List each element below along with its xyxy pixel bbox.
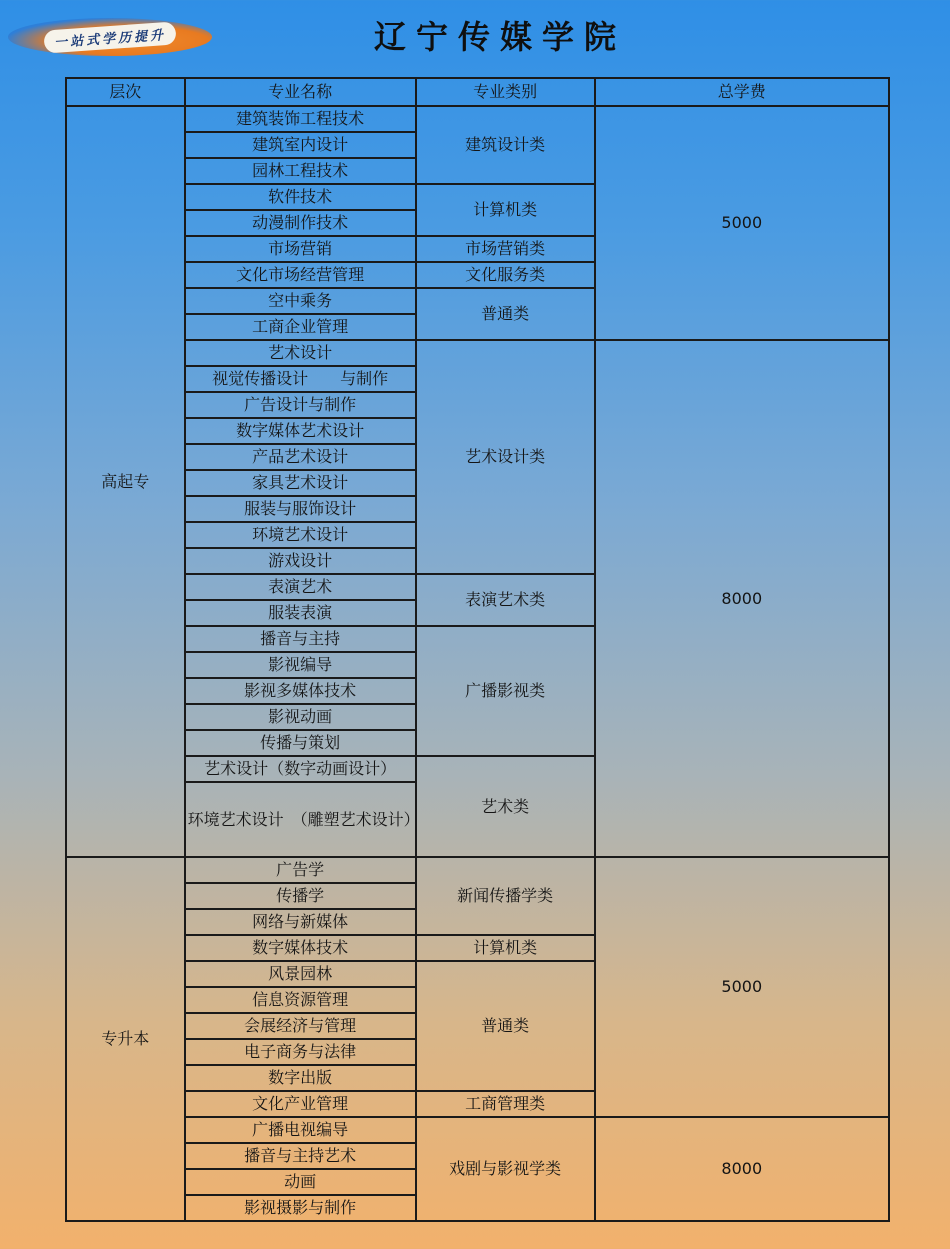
major-cell: 服装表演 bbox=[185, 600, 416, 626]
table-row bbox=[66, 106, 889, 132]
major-cell: 电子商务与法律 bbox=[185, 1039, 416, 1065]
major-cell: 会展经济与管理 bbox=[185, 1013, 416, 1039]
fee-cell: 5000 bbox=[595, 857, 889, 1117]
category-cell: 计算机类 bbox=[416, 935, 595, 961]
category-cell: 普通类 bbox=[416, 288, 595, 340]
category-cell: 工商管理类 bbox=[416, 1091, 595, 1117]
major-cell: 传播学 bbox=[185, 883, 416, 909]
category-cell: 新闻传播学类 bbox=[416, 857, 595, 935]
fee-cell: 8000 bbox=[595, 1117, 889, 1221]
major-cell: 文化市场经营管理 bbox=[185, 262, 416, 288]
major-cell: 园林工程技术 bbox=[185, 158, 416, 184]
table-row bbox=[66, 1117, 889, 1143]
major-cell: 动画 bbox=[185, 1169, 416, 1195]
major-cell: 服装与服饰设计 bbox=[185, 496, 416, 522]
major-cell: 环境艺术设计 （雕塑艺术设计） bbox=[185, 782, 416, 857]
major-cell: 软件技术 bbox=[185, 184, 416, 210]
fee-cell: 5000 bbox=[595, 106, 889, 340]
table-row bbox=[66, 340, 889, 366]
category-cell: 艺术类 bbox=[416, 756, 595, 857]
page-title: 辽宁传媒学院 bbox=[373, 18, 626, 56]
major-cell: 家具艺术设计 bbox=[185, 470, 416, 496]
major-cell: 空中乘务 bbox=[185, 288, 416, 314]
major-cell: 影视动画 bbox=[185, 704, 416, 730]
table-row bbox=[66, 857, 889, 883]
category-cell: 普通类 bbox=[416, 961, 595, 1091]
level-cell: 高起专 bbox=[66, 106, 185, 857]
category-cell: 戏剧与影视学类 bbox=[416, 1117, 595, 1221]
major-cell: 影视摄影与制作 bbox=[185, 1195, 416, 1221]
fee-cell: 8000 bbox=[595, 340, 889, 857]
major-cell: 建筑装饰工程技术 bbox=[185, 106, 416, 132]
major-cell: 视觉传播设计 与制作 bbox=[185, 366, 416, 392]
column-header: 总学费 bbox=[595, 78, 889, 106]
major-cell: 游戏设计 bbox=[185, 548, 416, 574]
major-cell: 市场营销 bbox=[185, 236, 416, 262]
major-cell: 广播电视编导 bbox=[185, 1117, 416, 1143]
category-cell: 建筑设计类 bbox=[416, 106, 595, 184]
column-header: 层次 bbox=[66, 78, 185, 106]
category-cell: 文化服务类 bbox=[416, 262, 595, 288]
category-cell: 艺术设计类 bbox=[416, 340, 595, 574]
major-cell: 文化产业管理 bbox=[185, 1091, 416, 1117]
major-cell: 网络与新媒体 bbox=[185, 909, 416, 935]
major-cell: 数字出版 bbox=[185, 1065, 416, 1091]
major-cell: 工商企业管理 bbox=[185, 314, 416, 340]
major-cell: 表演艺术 bbox=[185, 574, 416, 600]
major-cell: 播音与主持艺术 bbox=[185, 1143, 416, 1169]
category-cell: 广播影视类 bbox=[416, 626, 595, 756]
category-cell: 表演艺术类 bbox=[416, 574, 595, 626]
major-cell: 广告设计与制作 bbox=[185, 392, 416, 418]
fee-table bbox=[65, 77, 890, 1222]
column-header: 专业类别 bbox=[416, 78, 595, 106]
major-cell: 影视多媒体技术 bbox=[185, 678, 416, 704]
major-cell: 艺术设计 bbox=[185, 340, 416, 366]
major-cell: 数字媒体技术 bbox=[185, 935, 416, 961]
major-cell: 广告学 bbox=[185, 857, 416, 883]
major-cell: 环境艺术设计 bbox=[185, 522, 416, 548]
major-cell: 播音与主持 bbox=[185, 626, 416, 652]
major-cell: 建筑室内设计 bbox=[185, 132, 416, 158]
level-cell: 专升本 bbox=[66, 857, 185, 1221]
badge-text: 一站式学历提升 bbox=[43, 21, 176, 53]
major-cell: 传播与策划 bbox=[185, 730, 416, 756]
major-cell: 信息资源管理 bbox=[185, 987, 416, 1013]
column-header: 专业名称 bbox=[185, 78, 416, 106]
major-cell: 风景园林 bbox=[185, 961, 416, 987]
major-cell: 动漫制作技术 bbox=[185, 210, 416, 236]
major-cell: 产品艺术设计 bbox=[185, 444, 416, 470]
table-header-row bbox=[66, 78, 889, 106]
category-cell: 计算机类 bbox=[416, 184, 595, 236]
category-cell: 市场营销类 bbox=[416, 236, 595, 262]
major-cell: 影视编导 bbox=[185, 652, 416, 678]
major-cell: 艺术设计（数字动画设计） bbox=[185, 756, 416, 782]
major-cell: 数字媒体艺术设计 bbox=[185, 418, 416, 444]
